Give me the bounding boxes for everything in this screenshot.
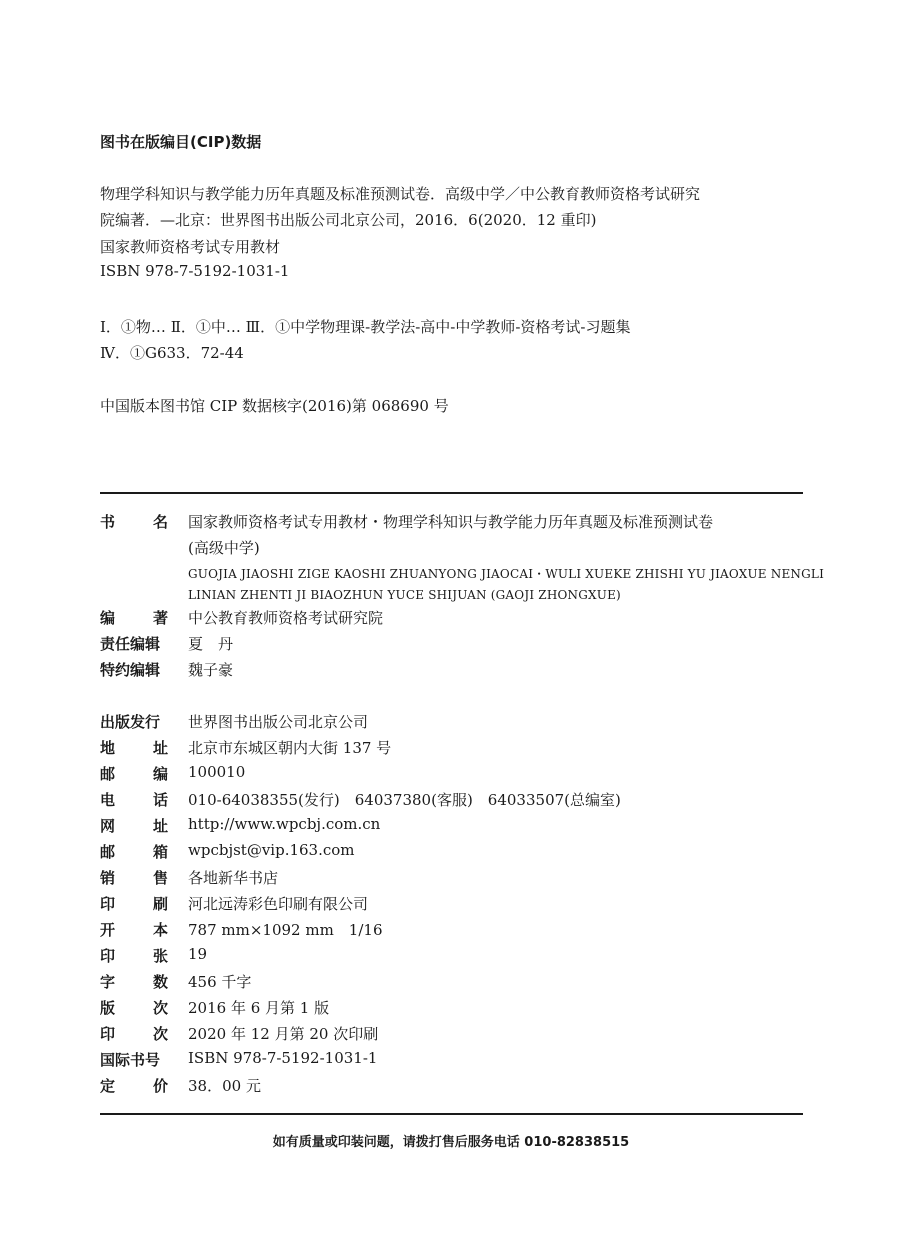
pinyin-line-1: GUOJIA JIAOSHI ZIGE KAOSHI ZHUANYONG JIAOCAI・WULI XUEKE ZHISHI YU JIAOXUE NENGLI — [188, 567, 825, 581]
row-value: 2016 年 6 月第 1 版 — [188, 999, 330, 1017]
row-label: 网 址 — [100, 817, 168, 835]
bottom-divider — [100, 1113, 803, 1115]
row-value: 中公教育教师资格考试研究院 — [188, 609, 384, 627]
colophon-row — [100, 919, 803, 945]
colophon-row — [100, 633, 803, 659]
row-label: 地 址 — [100, 739, 168, 757]
cip-record-number: 中国版本图书馆 CIP 数据核字(2016)第 068690 号 — [100, 397, 449, 415]
colophon-row — [100, 815, 803, 841]
colophon-row — [100, 997, 803, 1023]
cip-heading: 图书在版编目(CIP)数据 — [100, 133, 262, 151]
colophon-row-title — [100, 511, 803, 537]
row-value: 38．00 元 — [188, 1077, 261, 1095]
row-value: 787 mm×1092 mm 1/16 — [188, 921, 383, 939]
cip-title-line-1: 物理学科知识与教学能力历年真题及标准预测试卷．高级中学／中公教育教师资格考试研究 — [100, 185, 701, 203]
colophon-row — [100, 867, 803, 893]
row-label: 印 次 — [100, 1025, 168, 1043]
row-value: 010-64038355(发行) 64037380(客服) 64033507(总编室) — [188, 791, 621, 809]
book-title-line-2: (高级中学) — [188, 539, 260, 557]
row-label: 印 张 — [100, 947, 168, 965]
after-sales-notice: 如有质量或印装问题，请拨打售后服务电话 010-82838515 — [272, 1135, 630, 1150]
colophon-row — [100, 893, 803, 919]
colophon-row — [100, 737, 803, 763]
colophon-row — [100, 711, 803, 737]
row-value: 世界图书出版公司北京公司 — [188, 713, 369, 731]
colophon-row — [100, 945, 803, 971]
colophon-row — [100, 763, 803, 789]
row-value: 19 — [188, 945, 208, 963]
colophon-row — [100, 971, 803, 997]
row-value: 2020 年 12 月第 20 次印刷 — [188, 1025, 379, 1043]
colophon-row — [100, 1023, 803, 1049]
row-value: 河北远涛彩色印刷有限公司 — [188, 895, 369, 913]
colophon-row — [100, 659, 803, 685]
cip-title-line-2: 院编著．—北京：世界图书出版公司北京公司，2016．6(2020．12 重印) — [100, 211, 597, 229]
row-label: 定 价 — [100, 1077, 168, 1095]
top-divider — [100, 492, 803, 494]
cip-isbn: ISBN 978-7-5192-1031-1 — [100, 262, 290, 280]
row-value: 魏子豪 — [188, 661, 234, 679]
row-value: ISBN 978-7-5192-1031-1 — [188, 1049, 378, 1067]
colophon-row — [100, 1075, 803, 1101]
cip-class-line-1: Ⅰ．①物… Ⅱ．①中… Ⅲ．①中学物理课-教学法-高中-中学教师-资格考试-习题集 — [100, 318, 631, 336]
book-title-line-1: 国家教师资格考试专用教材・物理学科知识与教学能力历年真题及标准预测试卷 — [188, 513, 714, 531]
row-label: 电 话 — [100, 791, 168, 809]
row-label: 版 次 — [100, 999, 168, 1017]
title-label: 书 名 — [100, 513, 168, 531]
row-label: 销 售 — [100, 869, 168, 887]
colophon-row — [100, 789, 803, 815]
row-value: wpcbjst@vip.163.com — [188, 841, 355, 859]
row-label: 邮 箱 — [100, 843, 168, 861]
row-value: 夏 丹 — [188, 635, 234, 653]
row-label: 开 本 — [100, 921, 168, 939]
pinyin-line-2: LINIAN ZHENTI JI BIAOZHUN YUCE SHIJUAN (GAOJI ZHONGXUE) — [188, 588, 621, 602]
row-label: 国际书号 — [100, 1051, 161, 1069]
cip-series: 国家教师资格考试专用教材 — [100, 238, 281, 256]
row-label: 字 数 — [100, 973, 168, 991]
row-value: http://www.wpcbj.com.cn — [188, 815, 381, 833]
row-label: 邮 编 — [100, 765, 168, 783]
row-value: 456 千字 — [188, 973, 252, 991]
row-label: 特约编辑 — [100, 661, 161, 679]
row-label: 编 著 — [100, 609, 168, 627]
row-label: 印 刷 — [100, 895, 168, 913]
row-value: 100010 — [188, 763, 246, 781]
cip-class-line-2: Ⅳ．①G633．72-44 — [100, 344, 244, 362]
row-value: 各地新华书店 — [188, 869, 279, 887]
colophon-row — [100, 841, 803, 867]
colophon-row — [100, 607, 803, 633]
row-value: 北京市东城区朝内大街 137 号 — [188, 739, 392, 757]
row-label: 出版发行 — [100, 713, 161, 731]
row-label: 责任编辑 — [100, 635, 161, 653]
colophon-row — [100, 1049, 803, 1075]
